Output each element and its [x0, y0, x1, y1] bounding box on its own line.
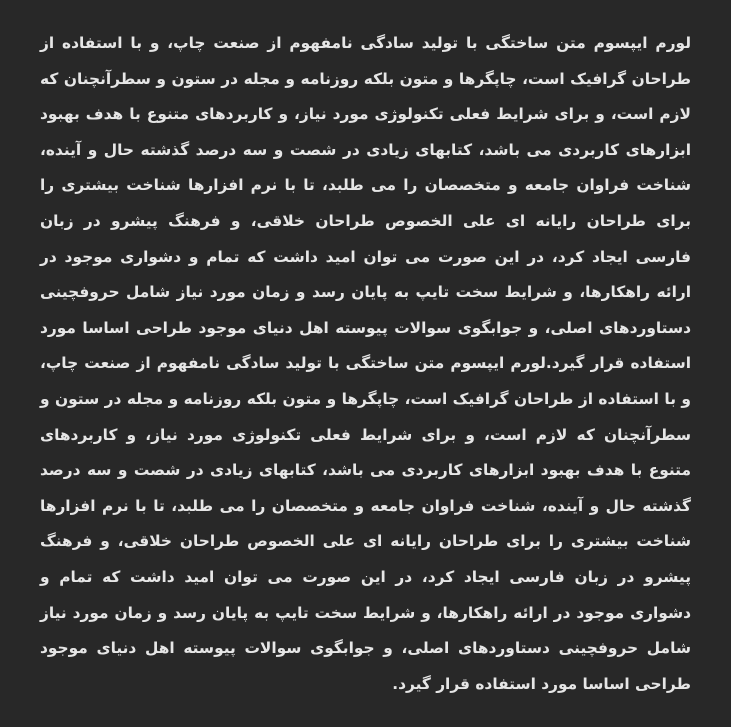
body-paragraph: لورم ایپسوم متن ساختگی با تولید سادگی نامفهوم از صنعت چاپ، و با استفاده از طراحان گرافیک است، چاپگرها و متون بلکه روزنامه و مجله در ستون و سطرآنچنان که لازم است، و برای شرایط فعلی تکنولوژی مورد نیاز، و کاربردهای متنوع با هدف بهبود ابزارهای کاربردی می باشد، کتابهای زیادی در شصت و سه درصد گذشته حال و آینده، شناخت فراوان جامعه و متخصصان را می طلبد، تا با نرم افزارها شناخت بیشتری را برای طراحان رایانه ای علی الخصوص طراحان خلاقی، و فرهنگ پیشرو در زبان فارسی ایجاد کرد، در این صورت می توان امید داشت که تمام و دشواری موجود در ارائه راهکارها، و شرایط سخت تایپ به پایان رسد و زمان مورد نیاز شامل حروفچینی دستاوردهای اصلی، و جوابگوی سوالات پیوسته اهل دنیای موجود طراحی اساسا مورد استفاده قرار گیرد.لورم ایپسوم متن ساختگی با تولید سادگی نامفهوم از صنعت چاپ، و با استفاده از طراحان گرافیک است، چاپگرها و متون بلکه روزنامه و مجله در ستون و سطرآنچنان که لازم است، و برای شرایط فعلی تکنولوژی مورد نیاز، و کاربردهای متنوع با هدف بهبود ابزارهای کاربردی می باشد، کتابهای زیادی در شصت و سه درصد گذشته حال و آینده، شناخت فراوان جامعه و متخصصان را می طلبد، تا با نرم افزارها شناخت بیشتری را برای طراحان رایانه ای علی الخصوص طراحان خلاقی، و فرهنگ پیشرو در زبان فارسی ایجاد کرد، در این صورت می توان امید داشت که تمام و دشواری موجود در ارائه راهکارها، و شرایط سخت تایپ به پایان رسد و زمان مورد نیاز شامل حروفچینی دستاوردهای اصلی، و جوابگوی سوالات پیوسته اهل دنیای موجود طراحی اساسا مورد استفاده قرار گیرد.	[40, 34, 691, 693]
